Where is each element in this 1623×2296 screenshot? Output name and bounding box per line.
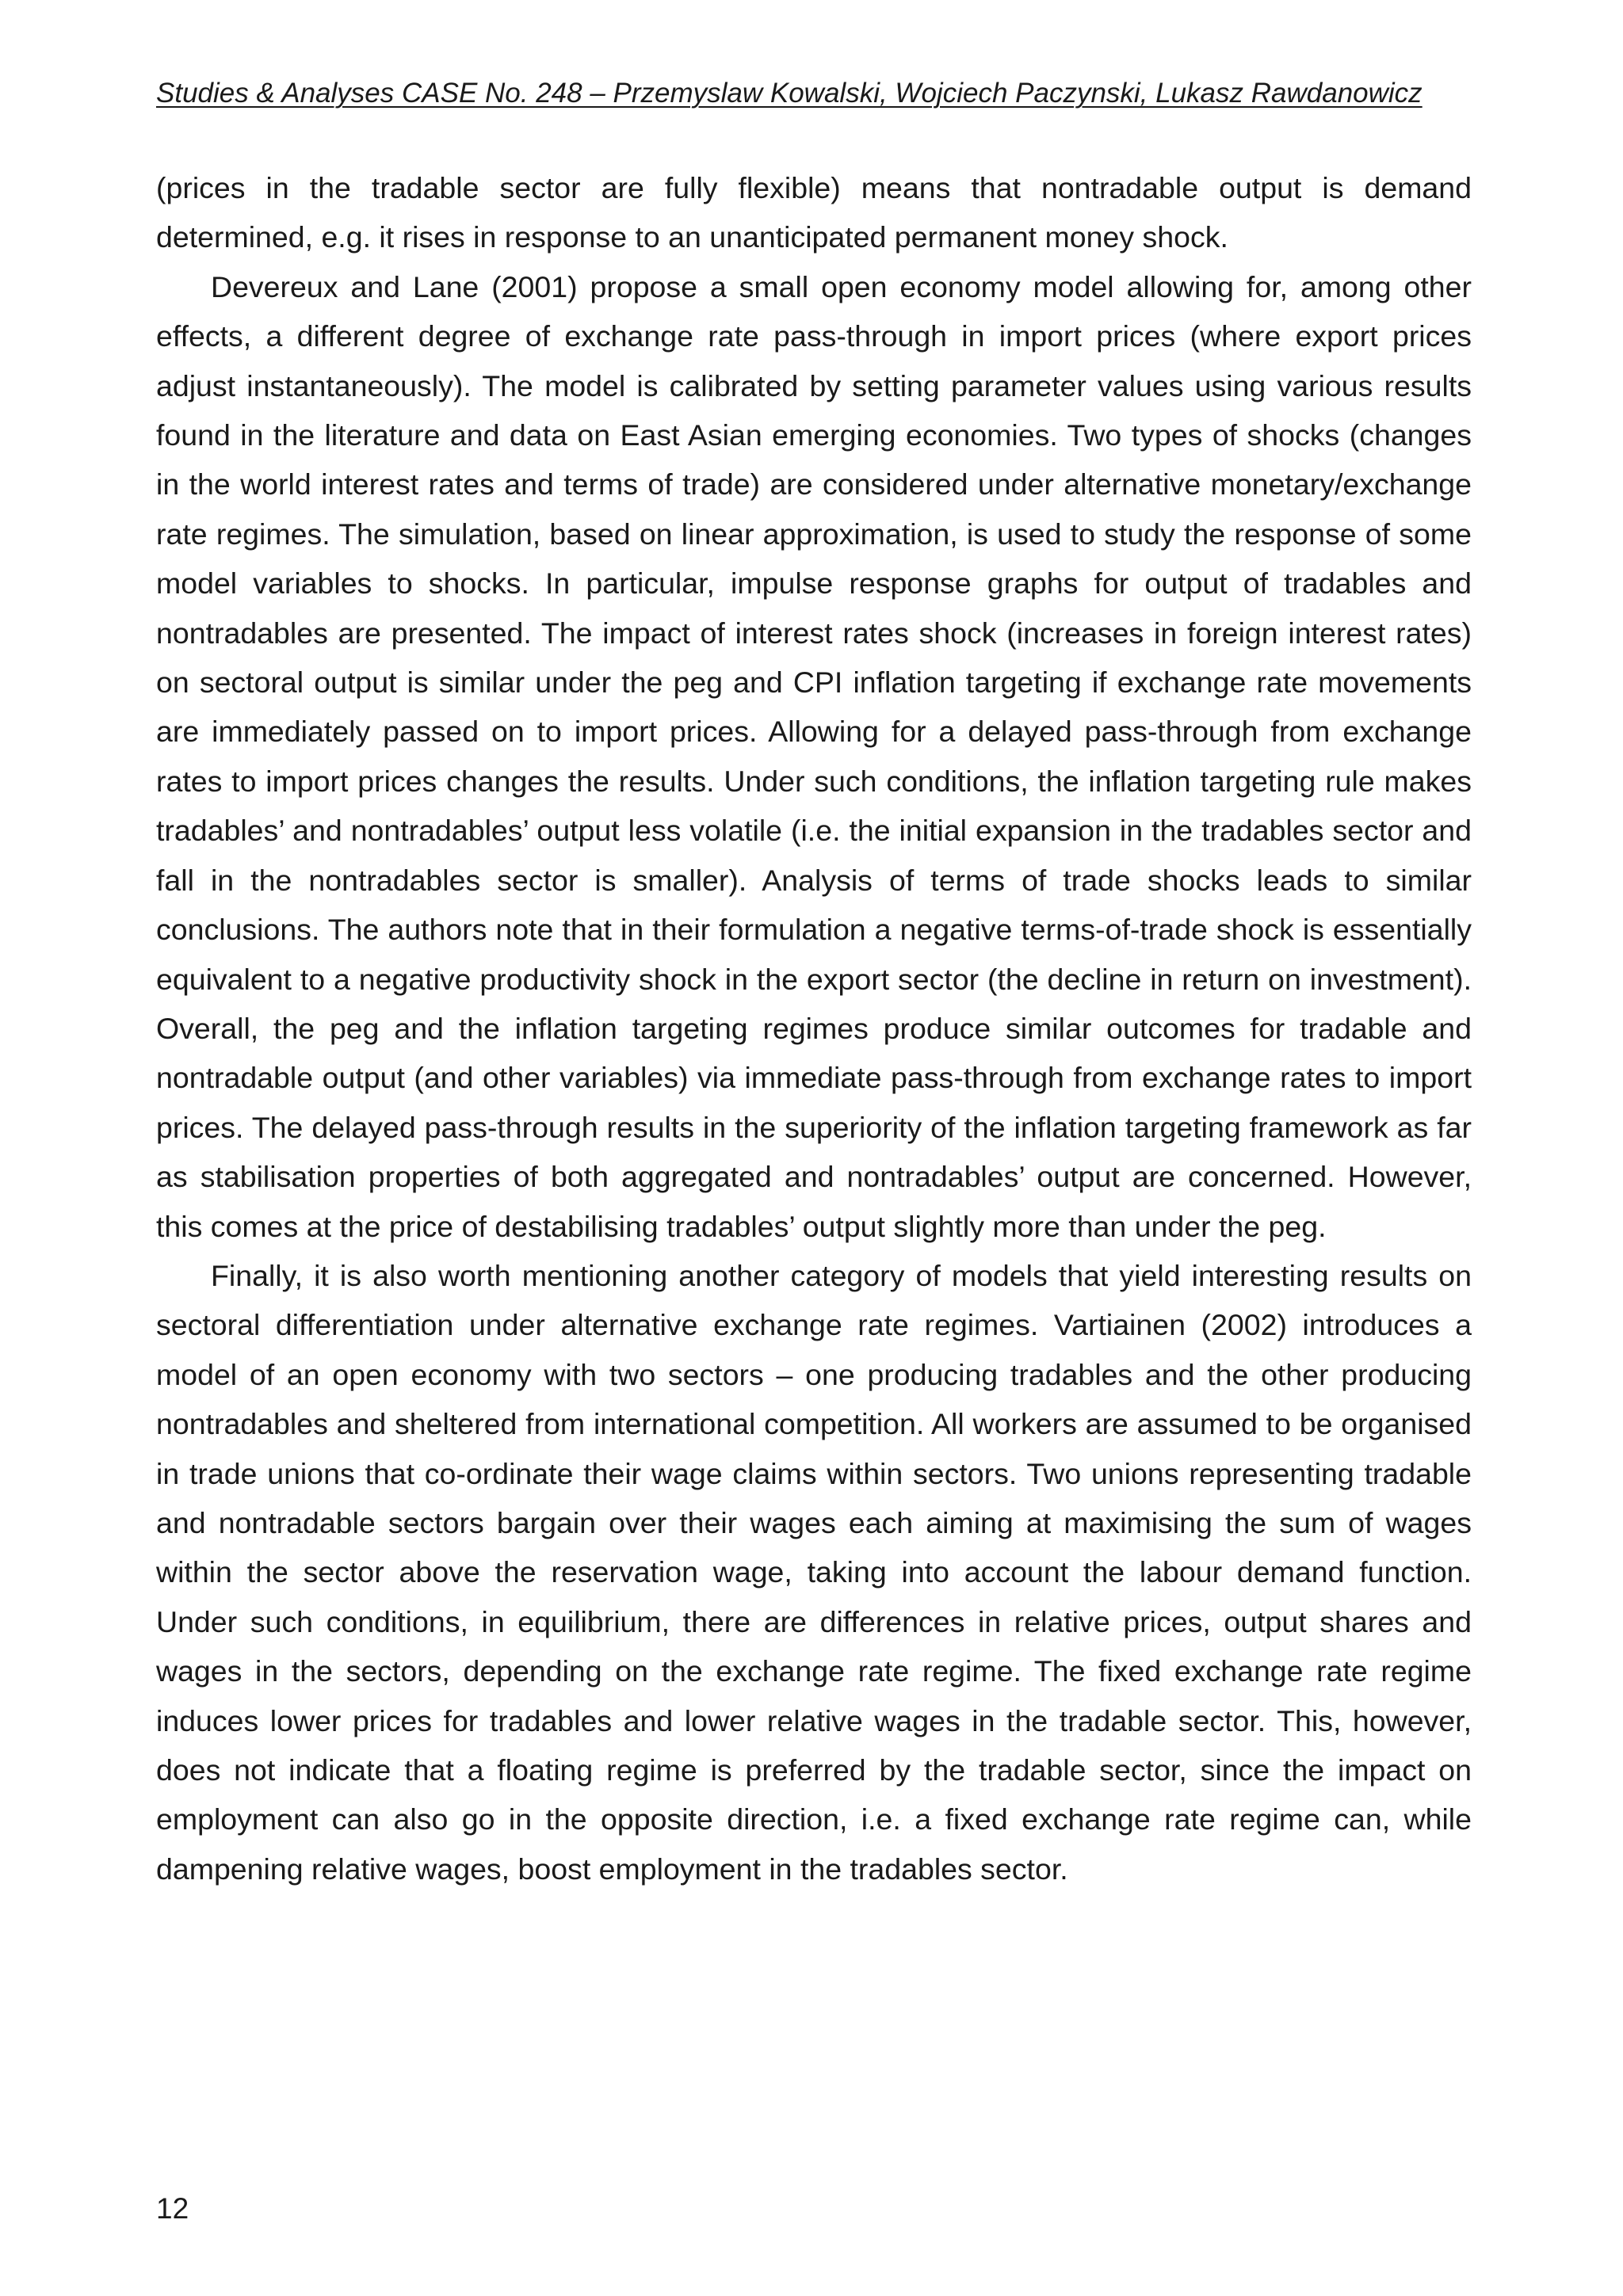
paragraph-continued: (prices in the tradable sector are fully flexible) means that nontradable output is demand determined, e.g. it rises in response to an unanticipated permanent money shock. [156,171,1472,254]
running-header: Studies & Analyses CASE No. 248 – Przemyslaw Kowalski, Wojciech Paczynski, Lukasz Rawdanowicz [156,78,1423,109]
body-text [156,163,1472,1894]
paragraph-devereux-lane: Devereux and Lane (2001) propose a small open economy model allowing for, among other effects, a different degree of exchange rate pass-through in import prices (where export prices adjust instantaneously). The model is calibrated by setting parameter values using various results found in the literature and data on East Asian emerging economies. Two types of shocks (changes in the world interest rates and terms of trade) are considered under alternative monetary/exchange rate regimes. The simulation, based on linear approximation, is used to study the response of some model variables to shocks. In particular, impulse response graphs for output of tradables and nontradables are presented. The impact of interest rates shock (increases in foreign interest rates) on sectoral output is similar under the peg and CPI inflation targeting if exchange rate movements are immediately passed on to import prices. Allowing for a delayed pass-through from exchange rates to import prices changes the results. Under such conditions, the inflation targeting rule makes tradables’ and nontradables’ output less volatile (i.e. the initial expansion in the tradables sector and fall in the nontradables sector is smaller). Analysis of terms of trade shocks leads to similar conclusions. The authors note that in their formulation a negative terms-of-trade shock is essentially equivalent to a negative productivity shock in the export sector (the decline in return on investment). Overall, the peg and the inflation targeting regimes produce similar outcomes for tradable and nontradable output (and other variables) via immediate pass-through from exchange rates to import prices. The delayed pass-through results in the superiority of the inflation targeting framework as far as stabilisation properties of both aggregated and nontradables’ output are concerned. However, this comes at the price of destabilising tradables’ output slightly more than under the peg. [156,269,1472,1243]
paragraph-vartiainen: Finally, it is also worth mentioning another category of models that yield interesting results on sectoral differentiation under alternative exchange rate regimes. Vartiainen (2002) introduces a model of an open economy with two sectors – one producing tradables and the other producing nontradables and sheltered from international competition. All workers are assumed to be organised in trade unions that co-ordinate their wage claims within sectors. Two unions representing tradable and nontradable sectors bargain over their wages each aiming at maximising the sum of wages within the sector above the reservation wage, taking into account the labour demand function. Under such conditions, in equilibrium, there are differences in relative prices, output shares and wages in the sectors, depending on the exchange rate regime. The fixed exchange rate regime induces lower prices for tradables and lower relative wages in the tradable sector. This, however, does not indicate that a floating regime is preferred by the tradable sector, since the impact on employment can also go in the opposite direction, i.e. a fixed exchange rate regime can, while dampening relative wages, boost employment in the tradables sector. [156,1258,1472,1886]
page-number: 12 [156,2192,189,2225]
